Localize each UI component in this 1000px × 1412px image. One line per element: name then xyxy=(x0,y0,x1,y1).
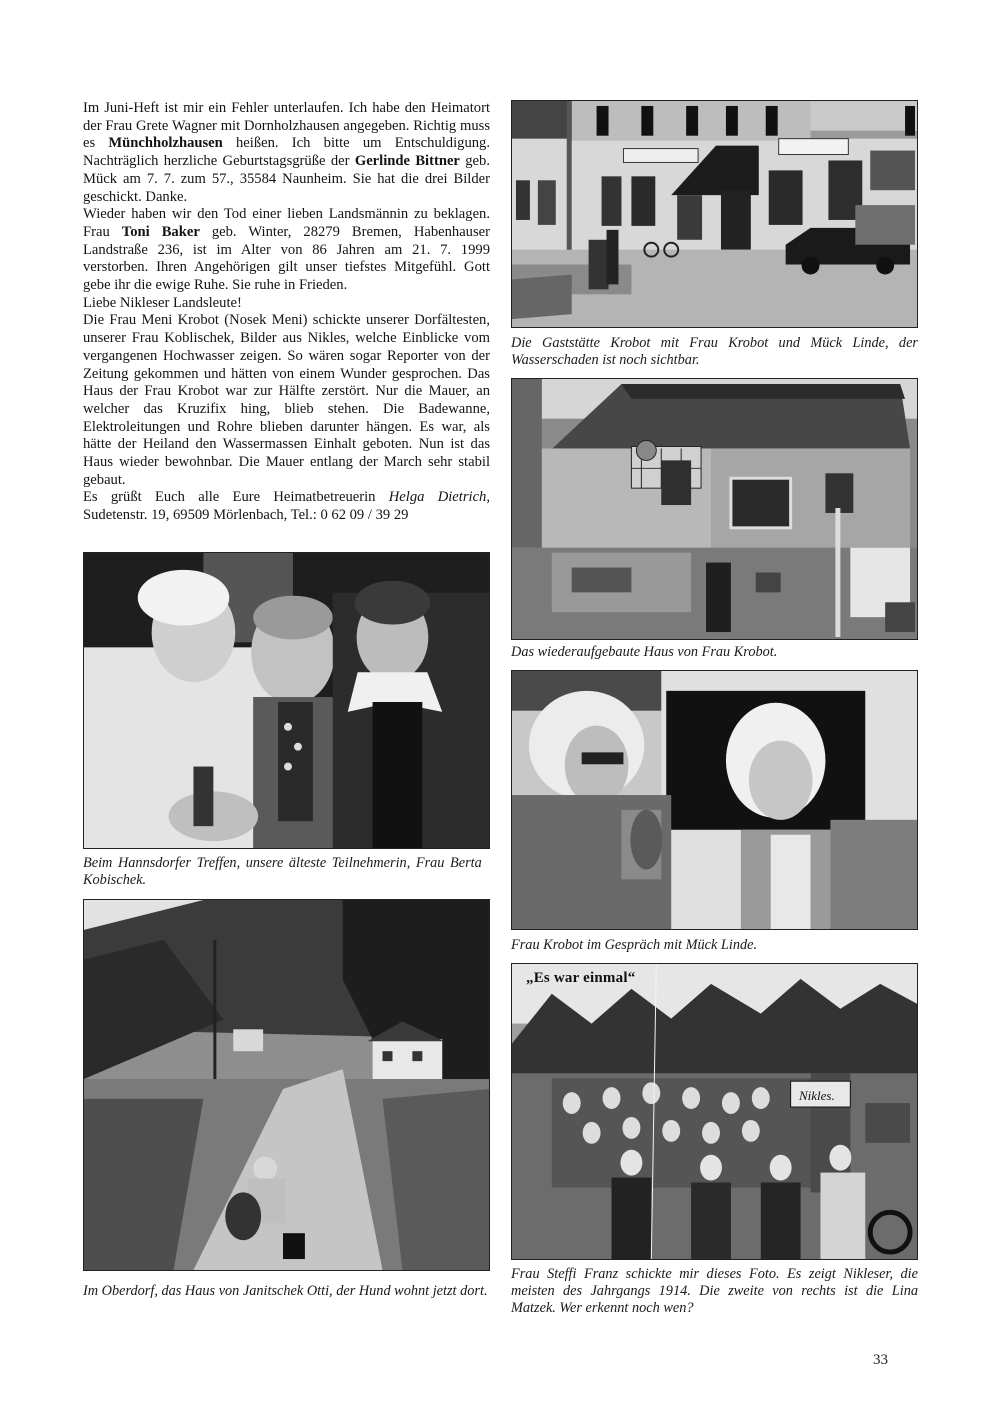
gespraech-image xyxy=(512,671,917,929)
photo-wiederaufgebautes-haus xyxy=(511,378,918,640)
bold-deceased-name: Toni Baker xyxy=(121,223,200,240)
gaststaette-image xyxy=(512,101,917,327)
caption-gaststaette: Die Gaststätte Krobot mit Frau Krobot und Mück Linde, der Wasserschaden ist noch sichtbar. xyxy=(511,335,918,368)
photo-hannsdorfer-treffen xyxy=(83,552,490,849)
treffen-image xyxy=(84,553,489,848)
nikles-sign-text: Nikles. xyxy=(799,1088,835,1103)
bold-person-name: Gerlinde Bittner xyxy=(354,153,460,170)
photo-jahrgang-1914 xyxy=(511,963,918,1260)
jahrgang-image xyxy=(512,964,917,1259)
bold-place-name: Münchholzhausen xyxy=(108,135,223,152)
paragraph-flood-report: Die Frau Meni Krobot (Nosek Meni) schickte unserer Dorfältesten, unserer Frau Koblischek, Bilder aus Nikles, welche Einblicke vom vergangenen Hochwasser zeigen. So wären sogar Reporter von der Zeitung gekommen und hätten von einem Wunder gesprochen. Das Haus der Frau Krobot war zur Hälfte zerstört. Nur die Mauer, an welcher das Kruzifix hing, blieb stehen. Die Badewanne, Elektroleitungen und Rohre blieben darunter hängen. Es war, als hätte der Heiland den Wassermassen Einhalt geboten. Nun ist das Haus wieder bewohnbar. Die Mauer entlang der March sehr stabil gebaut. xyxy=(83,312,490,488)
caption-oberdorf: Im Oberdorf, das Haus von Janitschek Otti, der Hund wohnt jetzt dort. xyxy=(83,1283,488,1299)
photo-gaststaette-krobot xyxy=(511,100,918,328)
paragraph-signature: Es grüßt Euch alle Eure Heimatbetreuerin Helga Dietrich, Sudetenstr. 19, 69509 Mörlenbach, Tel.: 0 62 09 / 39 29 xyxy=(83,489,490,524)
paragraph-obituary: Wieder haben wir den Tod einer lieben Landsmännin zu beklagen. Frau Toni Baker geb. Winter, 28279 Bremen, Habenhauser Landstraße 236, ist im Alter von 86 Jahren am 21. 7. 1999 verstorben. Ihren Angehörigen gilt unser tiefstes Mitgefühl. Gott gebe ihr die ewige Ruhe. Sie ruhe in Frieden. xyxy=(83,206,490,294)
article-text xyxy=(83,100,490,525)
paragraph-correction: Im Juni-Heft ist mir ein Fehler unterlaufen. Ich habe den Heimatort der Frau Grete Wagner mit Dornholzhausen angegeben. Richtig muss es Münchholzhausen heißen. Ich bitte um Entschuldigung. Nachträglich herzliche Geburtstagsgrüße der Gerlinde Bittner geb. Mück am 7. 7. zum 57., 35584 Naunheim. Sie hat die drei Bilder geschickt. Danke. xyxy=(83,100,490,205)
oberdorf-image xyxy=(84,900,489,1270)
photo-title-es-war-einmal: „Es war einmal“ xyxy=(526,970,636,986)
photo-gespraech xyxy=(511,670,918,930)
caption-gespraech: Frau Krobot im Gespräch mit Mück Linde. xyxy=(511,937,758,953)
caption-haus: Das wiederaufgebaute Haus von Frau Krobot. xyxy=(511,644,778,660)
caption-treffen: Beim Hannsdorfer Treffen, unsere älteste Teilnehmerin, Frau Berta Kobischek. xyxy=(83,855,482,888)
page-number: 33 xyxy=(873,1352,888,1368)
photo-oberdorf xyxy=(83,899,490,1271)
italic-author-name: Helga Dietrich, xyxy=(388,489,490,506)
caption-jahrgang-1914: Frau Steffi Franz schickte mir dieses Foto. Es zeigt Nikleser, die meisten des Jahrgangs 1914. Die zweite von rechts ist die Lina Matzek. Wer erkennt noch wen? xyxy=(511,1266,918,1316)
paragraph-greeting: Liebe Nikleser Landsleute! xyxy=(83,294,242,311)
haus-image xyxy=(512,379,917,639)
